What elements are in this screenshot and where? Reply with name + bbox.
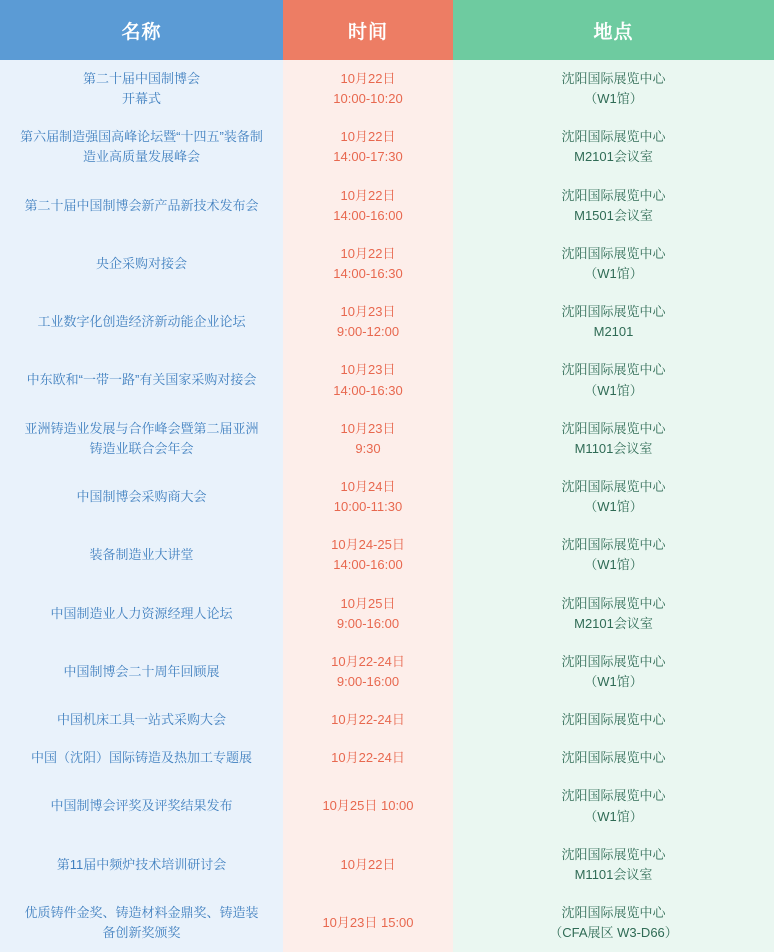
event-time-cell <box>283 410 453 468</box>
event-place-cell-line: 沈阳国际展览中心 <box>561 595 666 611</box>
event-time-cell <box>283 526 453 584</box>
event-place-cell-line: （CFA展区 W3-D66） <box>549 925 678 941</box>
event-time-cell-line: 10月22日 <box>340 187 396 203</box>
table-row <box>0 585 774 643</box>
event-name-cell-line: 第六届制造强国高峰论坛暨“十四五”装备制 <box>20 129 263 145</box>
event-name-cell <box>0 351 283 409</box>
event-name-cell-line: 亚洲铸造业发展与合作峰会暨第二届亚洲 <box>24 420 259 436</box>
event-time-cell <box>283 836 453 894</box>
event-place-cell-line: 沈阳国际展览中心 <box>561 653 666 669</box>
event-place-cell-line: M1101会议室 <box>574 440 653 456</box>
event-name-cell <box>0 701 283 739</box>
event-place-cell <box>453 894 774 952</box>
event-name-cell-line: 工业数字化创造经济新动能企业论坛 <box>37 314 246 330</box>
event-name-cell <box>0 410 283 468</box>
event-time-cell <box>283 60 453 118</box>
event-place-cell <box>453 293 774 351</box>
event-name-cell-line: 中国（沈阳）国际铸造及热加工专题展 <box>30 750 252 766</box>
event-time-cell <box>283 701 453 739</box>
event-place-cell-line: 沈阳国际展览中心 <box>561 478 666 494</box>
table-row <box>0 777 774 835</box>
event-name-cell-line: 装备制造业大讲堂 <box>89 547 194 563</box>
event-time-cell-line: 10月22日 <box>340 856 396 872</box>
event-time-cell-line: 10月25日 <box>340 595 396 611</box>
event-name-cell <box>0 60 283 118</box>
event-place-cell <box>453 836 774 894</box>
event-name-cell-line: 央企采购对接会 <box>95 255 187 271</box>
table-row <box>0 235 774 293</box>
event-place-cell <box>453 118 774 176</box>
event-time-cell-line: 14:00-16:00 <box>333 207 403 223</box>
event-time-cell-line: 10月22-24日 <box>331 750 405 766</box>
event-name-cell <box>0 585 283 643</box>
event-name-cell-line: 备创新奖颁奖 <box>102 925 181 941</box>
event-time-cell <box>283 235 453 293</box>
event-name-cell <box>0 739 283 777</box>
event-name-cell-line: 中东欧和“一带一路”有关国家采购对接会 <box>26 372 257 388</box>
event-name-cell-line: 造业高质量发展峰会 <box>82 149 200 165</box>
table-row <box>0 60 774 118</box>
event-name-cell-line: 第二十届中国制博会新产品新技术发布会 <box>24 197 259 213</box>
event-name-cell-line: 中国制博会评奖及评奖结果发布 <box>50 798 233 814</box>
event-place-cell-line: 沈阳国际展览中心 <box>561 187 666 203</box>
event-place-cell-line: 沈阳国际展览中心 <box>561 129 666 145</box>
event-place-cell <box>453 351 774 409</box>
column-header-time: 时间 <box>283 0 453 60</box>
table-row <box>0 701 774 739</box>
event-name-cell-line: 铸造业联合会年会 <box>89 440 194 456</box>
event-time-cell-line: 10月25日 10:00 <box>322 798 414 814</box>
event-time-cell <box>283 739 453 777</box>
event-place-cell <box>453 777 774 835</box>
event-time-cell <box>283 777 453 835</box>
event-time-cell <box>283 293 453 351</box>
event-place-cell <box>453 410 774 468</box>
event-time-cell-line: 10月24-25日 <box>331 537 405 553</box>
event-name-cell <box>0 118 283 176</box>
event-place-cell-line: 沈阳国际展览中心 <box>561 846 666 862</box>
event-time-cell <box>283 643 453 701</box>
event-name-cell-line: 中国机床工具一站式采购大会 <box>56 712 226 728</box>
event-time-cell-line: 10月23日 <box>340 420 396 436</box>
event-time-cell-line: 10月24日 <box>340 478 396 494</box>
event-place-cell-line: M2101会议室 <box>574 149 653 165</box>
event-time-cell-line: 14:00-16:30 <box>333 265 403 281</box>
event-time-cell-line: 10月23日 <box>340 304 396 320</box>
event-time-cell <box>283 177 453 235</box>
event-name-cell <box>0 836 283 894</box>
event-place-cell <box>453 60 774 118</box>
event-name-cell <box>0 526 283 584</box>
event-place-cell <box>453 468 774 526</box>
column-header-name: 名称 <box>0 0 283 60</box>
event-place-cell-line: 沈阳国际展览中心 <box>561 420 666 436</box>
event-name-cell-line: 中国制博会二十周年回顾展 <box>63 663 220 679</box>
event-name-cell-line: 开幕式 <box>121 91 161 107</box>
event-time-cell-line: 14:00-16:30 <box>333 382 403 398</box>
event-time-cell-line: 10:00-11:30 <box>333 499 403 515</box>
event-time-cell-line: 10月23日 <box>340 362 396 378</box>
table-row <box>0 894 774 952</box>
event-place-cell-line: （W1馆） <box>584 265 643 281</box>
event-name-cell-line: 中国制造业人力资源经理人论坛 <box>50 605 233 621</box>
event-place-cell-line: （W1馆） <box>584 557 643 573</box>
event-place-cell-line: （W1馆） <box>584 673 643 689</box>
event-place-cell <box>453 177 774 235</box>
table-row <box>0 177 774 235</box>
event-place-cell-line: （W1馆） <box>584 91 643 107</box>
event-time-cell-line: 10月22日 <box>340 245 396 261</box>
event-name-cell <box>0 468 283 526</box>
event-place-cell <box>453 739 774 777</box>
table-row <box>0 526 774 584</box>
event-place-cell-line: M2101会议室 <box>574 615 653 631</box>
event-place-cell-line: 沈阳国际展览中心 <box>561 71 666 86</box>
event-place-cell-line: M1501会议室 <box>574 207 653 223</box>
event-place-cell <box>453 643 774 701</box>
event-time-cell <box>283 585 453 643</box>
table-row <box>0 643 774 701</box>
event-place-cell-line: （W1馆） <box>584 382 643 398</box>
table-row <box>0 118 774 176</box>
table-body <box>0 60 774 952</box>
event-name-cell-line: 第11届中频炉技术培训研讨会 <box>56 856 227 872</box>
event-name-cell <box>0 293 283 351</box>
event-name-cell <box>0 643 283 701</box>
event-place-cell-line: （W1馆） <box>584 499 643 515</box>
event-place-cell-line: 沈阳国际展览中心 <box>561 245 666 261</box>
event-time-cell-line: 9:00-16:00 <box>336 615 400 631</box>
event-time-cell-line: 9:00-12:00 <box>336 324 400 340</box>
event-place-cell-line: M1101会议室 <box>574 866 653 882</box>
table-row <box>0 836 774 894</box>
event-place-cell <box>453 526 774 584</box>
event-name-cell <box>0 894 283 952</box>
event-place-cell-line: 沈阳国际展览中心 <box>561 362 666 378</box>
column-header-place: 地点 <box>453 0 774 60</box>
event-place-cell-line: 沈阳国际展览中心 <box>561 788 666 804</box>
event-time-cell-line: 10月22日 <box>340 129 396 145</box>
event-place-cell-line: 沈阳国际展览中心 <box>561 712 666 728</box>
table-row <box>0 293 774 351</box>
event-name-cell <box>0 235 283 293</box>
event-time-cell <box>283 118 453 176</box>
event-name-cell-line: 优质铸件金奖、铸造材料金鼎奖、铸造装 <box>24 904 259 920</box>
event-time-cell-line: 10月23日 15:00 <box>322 915 414 930</box>
event-time-cell-line: 9:30 <box>355 440 381 456</box>
table-row <box>0 351 774 409</box>
event-time-cell-line: 10月22日 <box>340 71 396 86</box>
event-place-cell-line: （W1馆） <box>584 808 643 824</box>
table-row <box>0 410 774 468</box>
event-time-cell-line: 14:00-17:30 <box>333 149 403 165</box>
event-place-cell-line: 沈阳国际展览中心 <box>561 304 666 320</box>
event-name-cell <box>0 777 283 835</box>
table-row <box>0 468 774 526</box>
event-time-cell-line: 10月22-24日 <box>331 712 405 728</box>
event-name-cell-line: 中国制博会采购商大会 <box>76 489 207 505</box>
event-time-cell-line: 10月22-24日 <box>331 653 405 669</box>
event-place-cell-line: 沈阳国际展览中心 <box>561 904 666 920</box>
event-place-cell <box>453 235 774 293</box>
table-header <box>0 0 774 60</box>
table-row <box>0 739 774 777</box>
event-place-cell-line: M2101 <box>593 324 634 340</box>
event-time-cell <box>283 468 453 526</box>
event-name-cell <box>0 177 283 235</box>
event-place-cell <box>453 701 774 739</box>
event-time-cell-line: 9:00-16:00 <box>336 673 400 689</box>
event-time-cell <box>283 894 453 952</box>
event-place-cell <box>453 585 774 643</box>
table-header-row <box>0 0 774 60</box>
event-time-cell-line: 14:00-16:00 <box>333 557 403 573</box>
event-time-cell-line: 10:00-10:20 <box>333 91 403 107</box>
event-time-cell <box>283 351 453 409</box>
event-place-cell-line: 沈阳国际展览中心 <box>561 750 666 766</box>
event-name-cell-line: 第二十届中国制博会 <box>82 71 200 86</box>
event-place-cell-line: 沈阳国际展览中心 <box>561 537 666 553</box>
